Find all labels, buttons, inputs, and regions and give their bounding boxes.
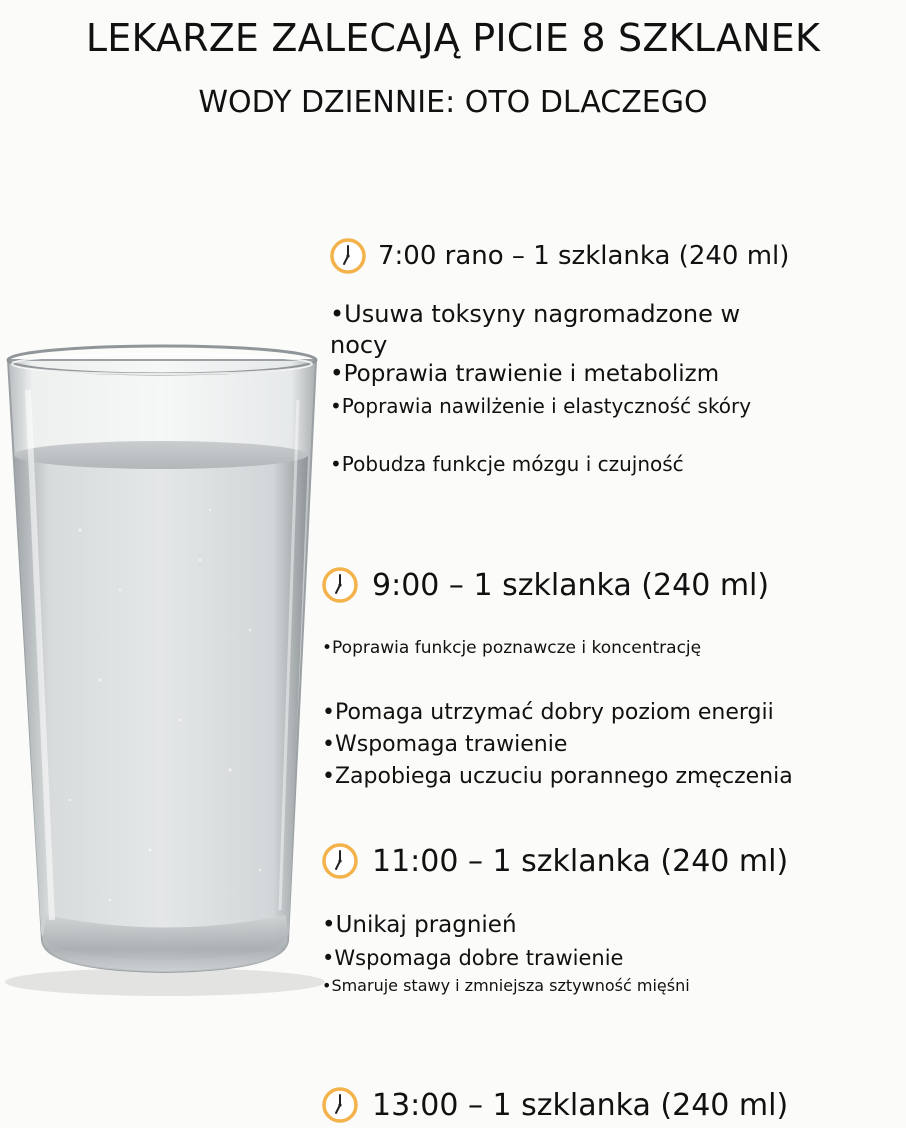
water-glass-icon: [0, 330, 330, 1000]
section-heading: [322, 1082, 902, 1128]
section-heading: [322, 562, 902, 608]
list-item: •Poprawia nawilżenie i elastyczność skóry: [330, 394, 752, 418]
page-subtitle: WODY DZIENNIE: OTO DLACZEGO: [198, 85, 708, 120]
section-heading: [330, 236, 900, 276]
list-item: •Pomaga utrzymać dobry poziom energii: [322, 700, 774, 725]
section-heading-label: 11:00 – 1 szklanka (240 ml): [372, 843, 789, 879]
schedule-section-0700: [330, 236, 900, 476]
benefit-list: [322, 912, 902, 995]
schedule-section-0900: [322, 562, 902, 789]
list-item: •Wspomaga trawienie: [322, 732, 568, 757]
clock-icon: [322, 567, 358, 603]
schedule-section-1100: [322, 838, 902, 995]
benefit-list: [322, 638, 902, 789]
schedule-section-1300: [322, 1082, 902, 1128]
list-item: •Smaruje stawy i zmniejsza sztywność mięśni: [322, 976, 690, 995]
clock-icon: [322, 1087, 358, 1123]
section-heading-label: 13:00 – 1 szklanka (240 ml): [372, 1087, 789, 1123]
clock-icon: [330, 238, 366, 274]
section-heading-label: 7:00 rano – 1 szklanka (240 ml): [378, 241, 790, 271]
list-item: •Unikaj pragnień: [322, 912, 517, 938]
list-item: •Zapobiega uczuciu porannego zmęczenia: [322, 764, 793, 789]
list-item: •Poprawia trawienie i metabolizm: [330, 361, 720, 387]
list-item: nocy: [330, 331, 388, 359]
benefit-list: [330, 300, 900, 476]
page-title: LEKARZE ZALECAJĄ PICIE 8 SZKLANEK: [85, 16, 821, 60]
clock-icon: [322, 843, 358, 879]
list-item: •Poprawia funkcje poznawcze i koncentrację: [322, 638, 702, 658]
section-heading-label: 9:00 – 1 szklanka (240 ml): [372, 567, 770, 603]
list-item: •Wspomaga dobre trawienie: [322, 946, 624, 970]
list-item: •Usuwa toksyny nagromadzone w: [330, 300, 741, 328]
list-item: •Pobudza funkcje mózgu i czujność: [330, 452, 684, 476]
section-heading: [322, 838, 902, 884]
